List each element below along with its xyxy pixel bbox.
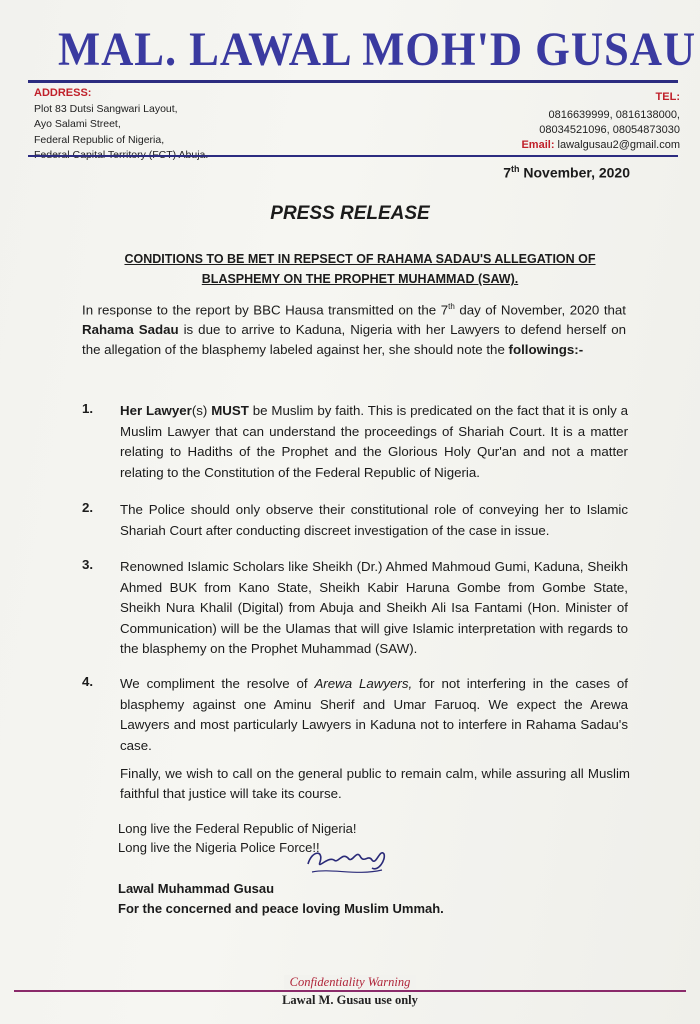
- use-only-note: Lawal M. Gusau use only: [282, 993, 418, 1007]
- letterhead-name: MAL. LAWAL MOH'D GUSAU: [58, 23, 697, 76]
- intro-name: Rahama Sadau: [82, 322, 179, 338]
- date-rest: November, 2020: [519, 164, 630, 181]
- item-text: for not interfering in the cases of blasphemy against one Aminu Sherif and Umar Faruoq. We expect the Arewa Lawyers and most particularly Lawyers in Kaduna not to interfere in Rahama Sadau's case.: [120, 676, 629, 753]
- email-address: lawalgusau2@gmail.com: [557, 139, 680, 151]
- email-label: Email:: [521, 139, 555, 151]
- list-item: [120, 401, 628, 483]
- letter-date: [503, 164, 630, 181]
- item-text: The Police should only observe their constitutional role of conveying her to Islamic Shariah Court after conducting discreet investigation of the case in issue.: [120, 502, 628, 538]
- contact-block: [521, 90, 680, 153]
- press-release-title: PRESS RELEASE: [270, 203, 430, 224]
- date-day: 7: [503, 164, 511, 181]
- tel-label: TEL:: [655, 91, 680, 103]
- address-label: ADDRESS:: [34, 87, 92, 99]
- list-item: [120, 557, 628, 660]
- signature-scribble: [302, 842, 392, 882]
- intro-text: In response to the report by BBC Hausa transmitted on the 7: [82, 302, 449, 318]
- address-line: Federal Republic of Nigeria,: [34, 133, 165, 146]
- address-line: Ayo Salami Street,: [34, 118, 121, 130]
- item-number: 3.: [82, 557, 94, 572]
- tel-line: 0816639999, 0816138000,: [548, 109, 680, 121]
- confidentiality-warning: [0, 975, 700, 990]
- intro-sup: th: [448, 302, 455, 311]
- long-live-line: Long live the Federal Republic of Nigeria!: [118, 821, 357, 836]
- item-text: Renowned Islamic Scholars like Sheikh (Dr.) Ahmed Mahmoud Gumi, Kaduna, Sheikh Ahmed BUK from Kano State, Sheikh Kabir Haruna Gombe from Gombe State, Sheikh Nura Khalil (Digital) from Abuja and Sheikh Ali Isa Fantami (Hon. Minister of Communication) will be the Ulamas that will give Islamic interpretation with regards to the blasphemy on the Prophet Muhammad (SAW).: [120, 559, 628, 656]
- letterhead-rule-top: [28, 80, 678, 83]
- item-number: 2.: [82, 500, 94, 515]
- signatory-name: Lawal Muhammad Gusau: [118, 881, 275, 896]
- item-text: We compliment the resolve of: [120, 676, 315, 691]
- address-line: Plot 83 Dutsi Sangwari Layout,: [34, 102, 178, 115]
- closing-paragraph: Finally, we wish to call on the general public to remain calm, while assuring all Muslim faithful that justice will take its course.: [120, 766, 630, 801]
- footer-rule: [14, 990, 686, 992]
- intro-paragraph: [82, 297, 626, 360]
- item-number: 1.: [82, 401, 94, 416]
- intro-followings: followings:-: [508, 342, 584, 358]
- confidentiality-text: Confidentiality Warning: [284, 975, 417, 989]
- item-text: be Muslim by faith. This is predicated on the fact that it is only a Muslim Lawyer that can understand the proceedings of Shariah Court. It is a matter relating to Hadiths of the Prophet and the Glorious Holy Qur'an and not a matter relating to the Constitution of the Federal Republic of Nigeria.: [120, 403, 629, 480]
- item-must: MUST: [211, 403, 249, 418]
- item-number: 4.: [82, 674, 94, 689]
- subject-line: CONDITIONS TO BE MET IN REPSECT OF RAHAMA SADAU'S ALLEGATION OF: [124, 252, 596, 266]
- intro-text: is due to arrive to Kaduna, Nigeria with her Lawyers to defend herself on the allegation of the blasphemy labeled against her, she should note the: [82, 322, 626, 358]
- signatory-org: For the concerned and peace loving Muslim Ummah.: [118, 901, 444, 916]
- intro-text: day of November, 2020 that: [454, 302, 626, 318]
- tel-line: 08034521096, 08054873030: [539, 124, 680, 136]
- address-block: [34, 86, 208, 164]
- item-lead-rest: (s): [191, 403, 212, 418]
- letterhead-rule-bottom: [28, 155, 678, 157]
- signatory-block: [118, 879, 444, 919]
- subject-heading: [100, 249, 620, 289]
- list-item: [120, 674, 628, 756]
- subject-line: BLASPHEMY ON THE PROPHET MUHAMMAD (SAW).: [201, 272, 519, 286]
- list-item: [120, 500, 628, 541]
- date-suffix: th: [510, 164, 520, 174]
- item-lead: Her Lawyer: [120, 403, 192, 418]
- long-live-line: Long live the Nigeria Police Force!!: [118, 839, 320, 855]
- item-italic: Arewa Lawyers,: [314, 676, 413, 691]
